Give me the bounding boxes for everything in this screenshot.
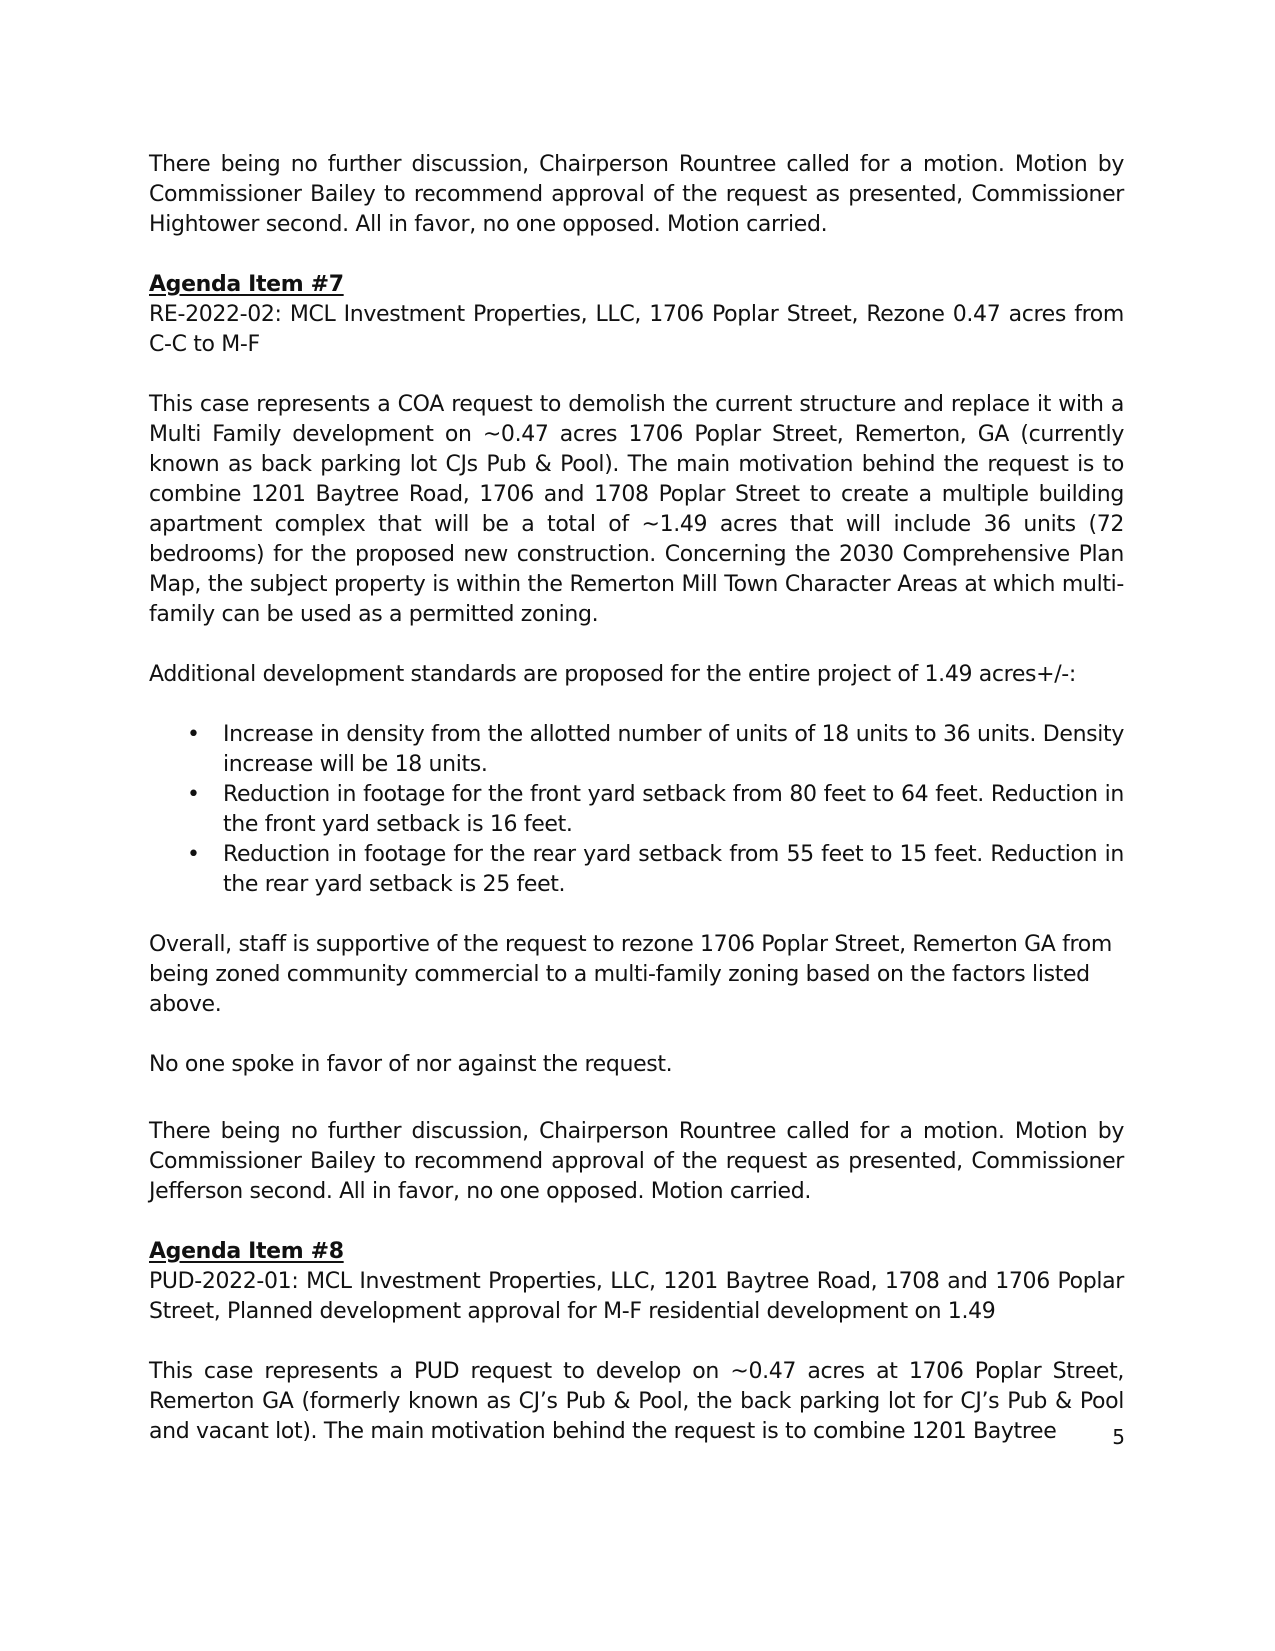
bullet-icon: •	[187, 842, 200, 867]
agenda-item-7-case: RE-2022-02: MCL Investment Properties, LLC, 1706 Poplar Street, Rezone 0.47 acres from C-C to M-F	[149, 302, 1124, 357]
bullet-text: Reduction in footage for the rear yard setback from 55 feet to 15 feet. Reduction in the rear yard setback is 25 feet.	[223, 842, 1124, 897]
agenda-item-8-case: PUD-2022-01: MCL Investment Properties, LLC, 1201 Baytree Road, 1708 and 1706 Poplar Street, Planned development approval for M-F residential development on 1.49	[149, 1269, 1124, 1324]
agenda-item-7-motion: There being no further discussion, Chairperson Rountree called for a motion. Motion by Commissioner Bailey to recommend approval of the request as presented, Commissioner Jefferson second. All in favor, no one opposed. Motion carried.	[149, 1119, 1124, 1204]
bullet-text: Reduction in footage for the front yard setback from 80 feet to 64 feet. Reduction in the front yard setback is 16 feet.	[223, 782, 1124, 837]
agenda-item-8-description: This case represents a PUD request to develop on ~0.47 acres at 1706 Poplar Street, Remerton GA (formerly known as CJ’s Pub & Pool, the back parking lot for CJ’s Pub & Pool and vacant lot). The main motivation behind the request is to combine 1201 Baytree	[149, 1359, 1124, 1444]
agenda-item-7-public-comment: No one spoke in favor of nor against the request.	[149, 1052, 673, 1077]
document-page	[149, 150, 1124, 1447]
agenda-item-7-heading: Agenda Item #7	[149, 272, 344, 297]
agenda-item-8-heading: Agenda Item #8	[149, 1239, 344, 1264]
bullet-text: Increase in density from the allotted number of units of 18 units to 36 units. Density increase will be 18 units.	[223, 722, 1124, 777]
bullet-icon: •	[187, 722, 200, 747]
list-item	[149, 720, 1124, 780]
bullet-icon: •	[187, 782, 200, 807]
agenda-item-7-staff-recommendation: Overall, staff is supportive of the request to rezone 1706 Poplar Street, Remerton GA from being zoned community commercial to a multi-family zoning based on the factors listed above.	[149, 932, 1112, 1017]
list-item	[149, 840, 1124, 900]
list-item	[149, 780, 1124, 840]
page-number: 5	[1112, 1425, 1125, 1449]
agenda-item-7-standards-intro: Additional development standards are proposed for the entire project of 1.49 acres+/-:	[149, 662, 1076, 687]
standards-bullet-list	[149, 720, 1124, 900]
agenda-item-7-description: This case represents a COA request to demolish the current structure and replace it with a Multi Family development on ~0.47 acres 1706 Poplar Street, Remerton, GA (currently known as back parking lot CJs Pub & Pool). The main motivation behind the request is to combine 1201 Baytree Road, 1706 and 1708 Poplar Street to create a multiple building apartment complex that will be a total of ~1.49 acres that will include 36 units (72 bedrooms) for the proposed new construction. Concerning the 2030 Comprehensive Plan Map, the subject property is within the Remerton Mill Town Character Areas at which multi-family can be used as a permitted zoning.	[149, 392, 1124, 627]
motion-paragraph-item6: There being no further discussion, Chairperson Rountree called for a motion. Motion by Commissioner Bailey to recommend approval of the request as presented, Commissioner Hightower second. All in favor, no one opposed. Motion carried.	[149, 152, 1124, 237]
